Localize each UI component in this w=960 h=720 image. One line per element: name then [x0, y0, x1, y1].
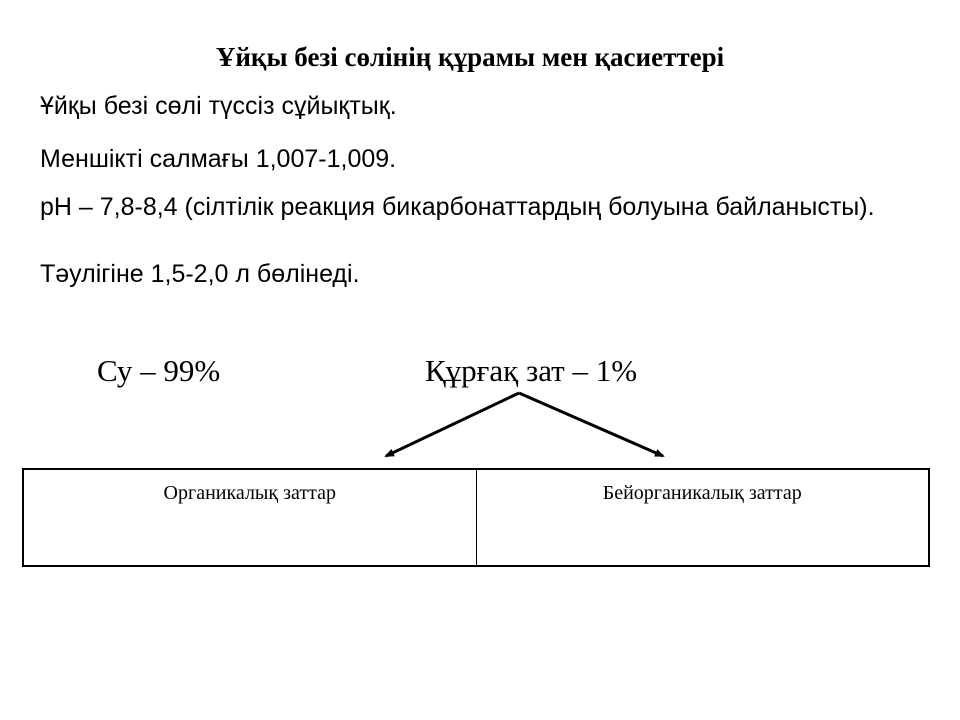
paragraph-color: Ұйқы безі сөлі түссіз сұйықтық.	[40, 92, 397, 120]
cell-organic: Органикалық заттар	[24, 470, 477, 565]
dry-matter-percentage: Құрғақ зат – 1%	[425, 353, 638, 388]
slide-title: Ұйқы безі сөлінің құрамы мен қасиеттері	[215, 42, 725, 72]
paragraph-daily-volume: Тәулігіне 1,5-2,0 л бөлінеді.	[40, 260, 360, 288]
substances-table	[22, 468, 930, 567]
water-percentage: Су – 99%	[97, 353, 221, 388]
paragraph-specific-gravity: Меншікті салмағы 1,007-1,009.	[40, 145, 397, 173]
arrow-left	[386, 393, 519, 456]
cell-inorganic: Бейорганикалық заттар	[602, 482, 802, 504]
paragraph-ph: рН – 7,8-8,4 (сілтілік реакция бикарбонаттардың болуына байланысты).	[40, 193, 875, 221]
arrow-right	[519, 393, 663, 456]
